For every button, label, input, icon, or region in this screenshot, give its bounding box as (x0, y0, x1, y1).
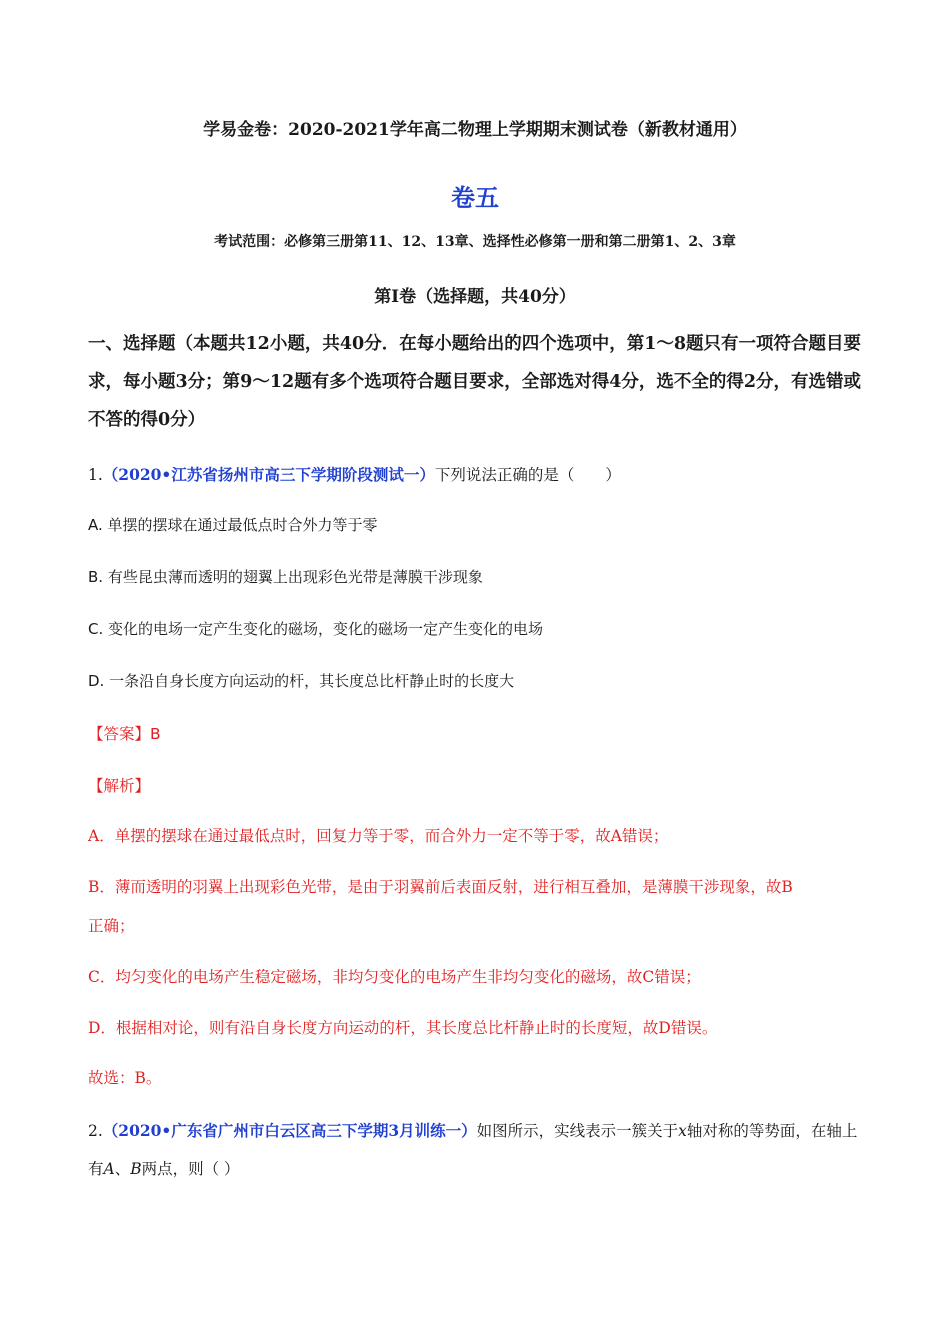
question-1-stem (88, 463, 621, 485)
analysis-conclusion: 故选：B。 (88, 1069, 162, 1087)
option-c: C. 变化的电场一定产生变化的磁场，变化的磁场一定产生变化的电场 (88, 620, 544, 638)
question-text-end: 两点，则（ ） (141, 1160, 240, 1178)
question-source: （2020•广东省广州市白云区高三下学期3月训练一） (102, 1121, 477, 1140)
option-a: A. 单摆的摆球在通过最低点时合外力等于零 (88, 516, 378, 534)
exam-title: 学易金卷：2020-2021学年高二物理上学期期末测试卷（新教材通用） (203, 120, 747, 140)
analysis-a: A．单摆的摆球在通过最低点时，回复力等于零，而合外力一定不等于零，故A错误； (88, 827, 669, 845)
question-number: 1. (88, 466, 103, 484)
analysis-d: D．根据相对论，则有沿自身长度方向运动的杆，其长度总比杆静止时的长度短，故D错误。 (88, 1019, 718, 1037)
analysis-b-cont: 正确； (88, 917, 135, 935)
question-text: 下列说法正确的是（ ） (434, 466, 621, 484)
volume-title: 卷五 (451, 183, 499, 212)
variable-b: B (130, 1160, 142, 1178)
question-2-stem (88, 1112, 868, 1188)
analysis-label: 【解析】 (88, 777, 151, 795)
option-b: B. 有些昆虫薄而透明的翅翼上出现彩色光带是薄膜干涉现象 (88, 568, 483, 586)
analysis-c: C．均匀变化的电场产生稳定磁场，非均匀变化的电场产生非均匀变化的磁场，故C错误； (88, 968, 701, 986)
answer-label: 【答案】 (88, 725, 151, 743)
question-text: 如图所示，实线表示一簇关于 (476, 1122, 679, 1140)
section-instructions: 一、选择题（本题共12小题，共40分．在每小题给出的四个选项中，第1～8题只有一项符合题目要求，每小题3分；第9～12题有多个选项符合题目要求，全部选对得4分，选不全的得2分，有选错或不答的得0分） (88, 334, 862, 430)
variable-x: x (678, 1122, 687, 1140)
analysis-b: B．薄而透明的羽翼上出现彩色光带，是由于羽翼前后表面反射，进行相互叠加，是薄膜干涉现象，故B (88, 878, 793, 896)
answer-value: B (150, 725, 161, 743)
question-text-cont: 轴对称的等势面，在轴上有 (88, 1122, 858, 1178)
variable-a: A (103, 1160, 115, 1178)
question-source: （2020•江苏省扬州市高三下学期阶段测试一） (102, 465, 435, 484)
exam-scope: 考试范围：必修第三册第11、12、13章、选择性必修第一册和第二册第1、2、3章 (214, 234, 736, 250)
answer-line (88, 722, 161, 744)
question-number: 2. (88, 1122, 103, 1140)
separator: 、 (114, 1160, 131, 1178)
option-d: D. 一条沿自身长度方向运动的杆，其长度总比杆静止时的长度大 (88, 672, 515, 690)
part-title: 第Ⅰ卷（选择题，共40分） (374, 287, 576, 307)
